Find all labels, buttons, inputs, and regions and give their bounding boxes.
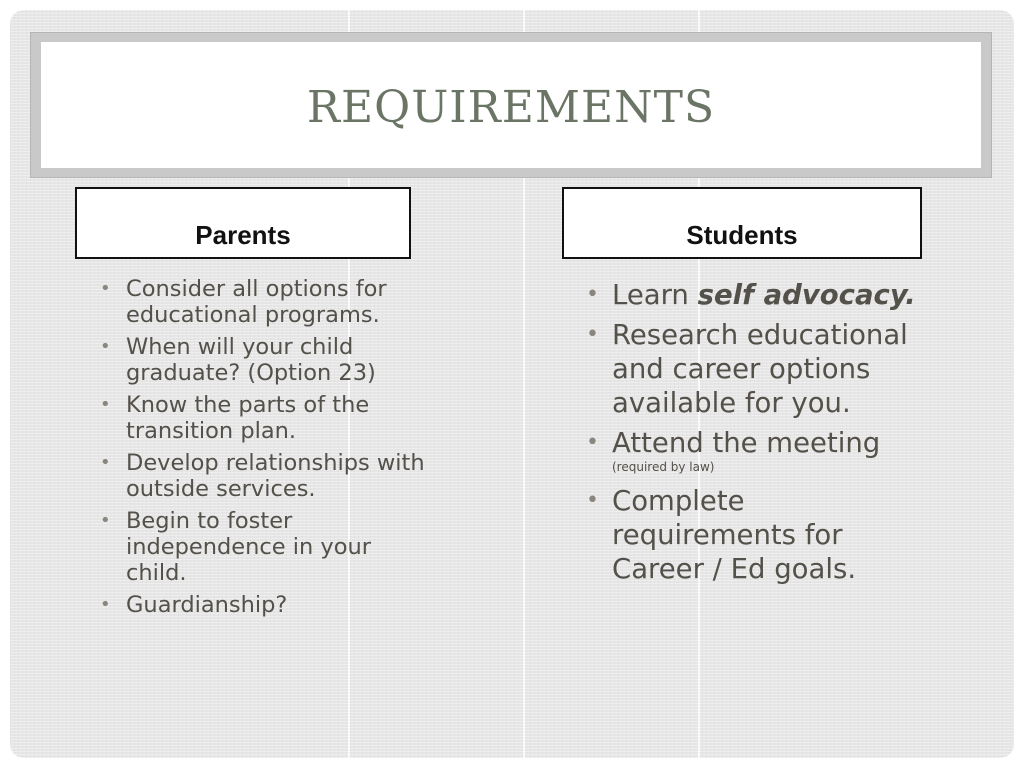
parents-header-label: Parents: [195, 220, 291, 250]
slide: [10, 10, 1014, 758]
list-item: • Begin to foster independence in your child.: [98, 508, 433, 586]
list-item: • Guardianship?: [98, 592, 433, 618]
attend-note: (required by law): [612, 460, 715, 474]
students-header: [562, 187, 922, 259]
list-item-complete: • Complete requirements for Career / Ed goals.: [584, 484, 924, 586]
students-list: [584, 278, 924, 592]
list-item-attend: [584, 426, 924, 474]
list-item: • Know the parts of the transition plan.: [98, 392, 433, 444]
slide-title: REQUIREMENTS: [306, 81, 716, 133]
learn-prefix: Learn: [612, 279, 698, 311]
list-item: • Develop relationships with outside services.: [98, 450, 433, 502]
title-frame: [30, 32, 992, 178]
list-item-research: • Research educational and career options available for you.: [584, 318, 924, 420]
list-item: • When will your child graduate? (Option 23): [98, 334, 433, 386]
title-box: [41, 42, 981, 168]
self-advocacy-emphasis: self advocacy.: [697, 279, 916, 311]
parents-header: [75, 187, 411, 259]
list-item: • Consider all options for educational programs.: [98, 276, 433, 328]
parents-list: [98, 276, 433, 624]
list-item-learn: [584, 278, 924, 312]
students-header-label: Students: [686, 220, 798, 250]
attend-text: Attend the meeting: [612, 427, 881, 459]
